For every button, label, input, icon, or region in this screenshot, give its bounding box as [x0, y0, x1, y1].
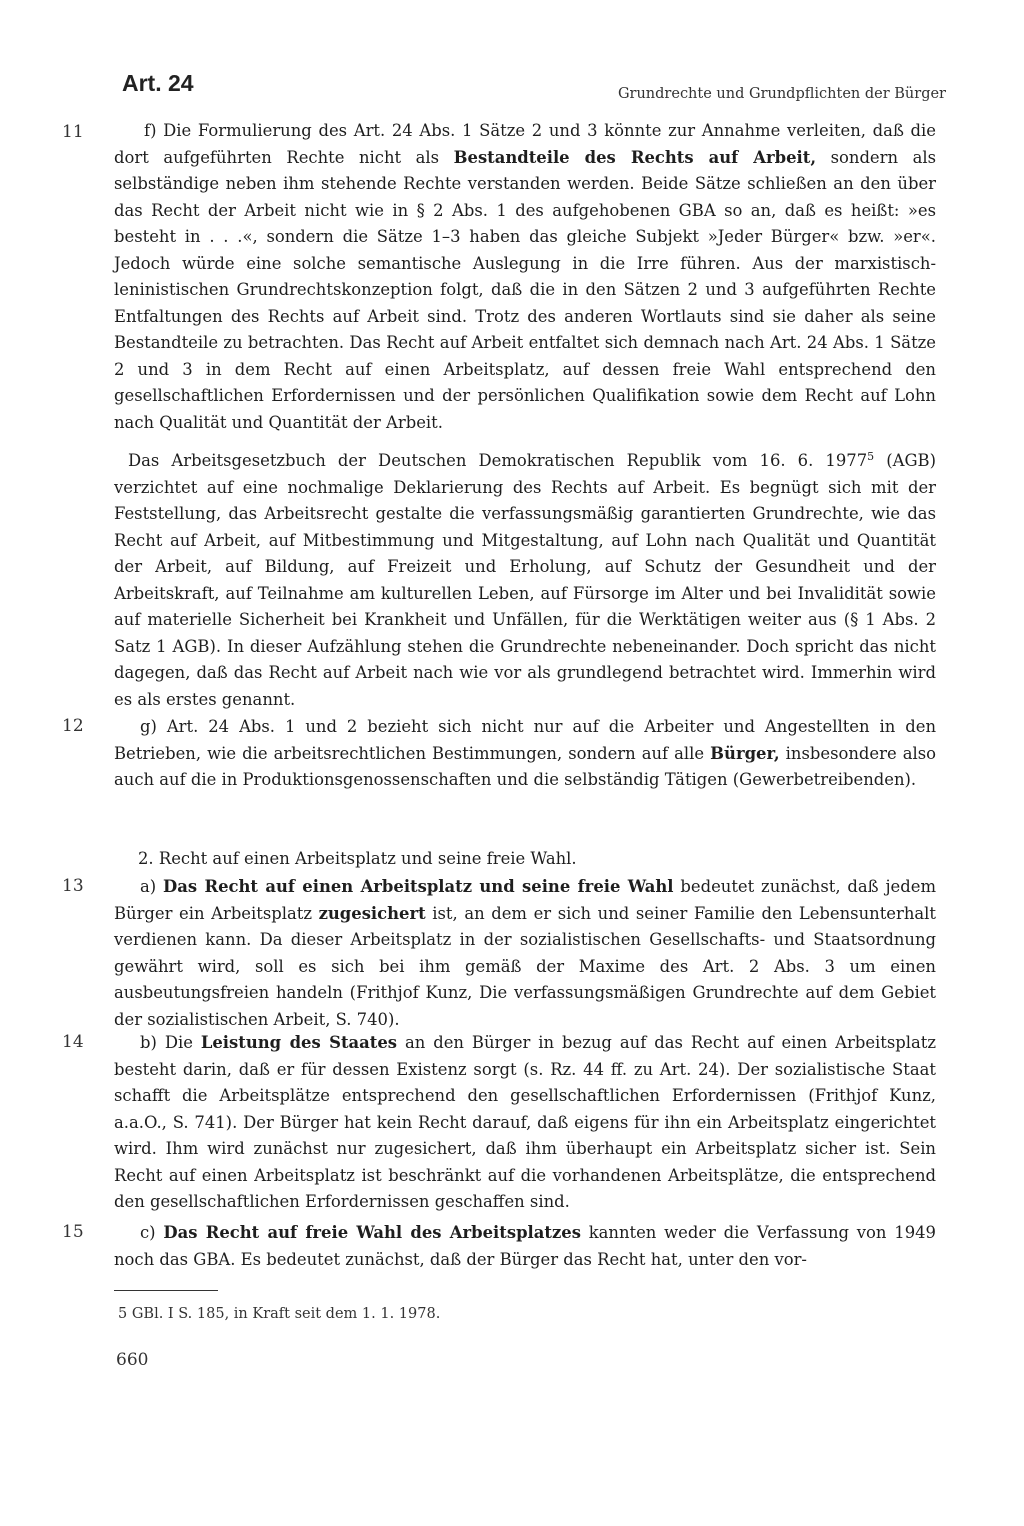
footnote: 5 GBl. I S. 185, in Kraft seit dem 1. 1. 1978.	[118, 1306, 441, 1322]
paragraph-rz11-f	[114, 118, 936, 436]
paragraph-rz13	[114, 874, 936, 1033]
paragraph-rz11-agb	[114, 448, 936, 713]
text-span: insbesondere also auch auf die in Produktionsgenossenschaften und die selbständig Tätigen (Gewerbetreibenden).	[114, 743, 936, 789]
emphasis: zugesichert	[318, 903, 426, 923]
emphasis: Bestandteile des Rechts auf Arbeit,	[453, 147, 817, 167]
paragraph-rz15	[114, 1220, 936, 1273]
article-title: Art. 24	[122, 70, 194, 96]
emphasis: Bürger,	[710, 743, 780, 763]
margin-number-12: 12	[62, 716, 84, 736]
emphasis: Das Recht auf freie Wahl des Arbeitsplatzes	[163, 1223, 581, 1242]
text-span: Das Arbeitsgesetzbuch der Deutschen Demokratischen Republik vom 16. 6. 1977	[128, 451, 868, 470]
text-span: (AGB) verzichtet auf eine nochmalige Deklarierung des Rechts auf Arbeit. Es begnügt sich mit der Feststellung, das Arbeitsrecht gestalte die verfassungsmäßig garantierten Grundrechte, wie das Recht auf Arbeit, auf Mitbestimmung und Mitgestaltung, auf Lohn nach Qualität und Quantität der Arbeit, auf Bildung, auf Freizeit und Erholung, auf Schutz der Gesundheit und der Arbeitskraft, auf Teilnahme am kulturellen Leben, auf Fürsorge im Alter und bei Invalidität sowie auf materielle Sicherheit bei Krankheit und Unfällen, für die Werktätigen weiter aus (§ 1 Abs. 2 Satz 1 AGB). In dieser Aufzählung stehen die Grundrechte nebeneinander. Doch spricht das nicht dagegen, daß das Recht auf Arbeit nach wie vor als grundlegend betrachtet wird. Immerhin wird es als erstes genannt.	[114, 451, 937, 709]
footnote-rule	[114, 1290, 218, 1291]
text-span: f) Die Formulierung des Art. 24 Abs. 1 Sätze 2 und 3 könnte zur Annahme verleiten, daß die dort aufgeführten Rechte nicht als	[114, 121, 936, 167]
paragraph-rz12	[114, 714, 936, 794]
margin-number-11: 11	[62, 122, 84, 142]
text-span: bedeutet zunächst, daß jedem Bürger ein Arbeitsplatz	[114, 877, 936, 923]
paragraph-rz14	[114, 1030, 936, 1216]
text-span: ist, an dem er sich und seiner Familie den Lebensunterhalt verdienen kann. Da dieser Arbeitsplatz in der sozialistischen Gesellschafts- und Staatsordnung gewährt wird, soll es sich bei ihm gemäß der Maxime des Art. 2 Abs. 3 um einen ausbeutungsfreien handeln (Frithjof Kunz, Die verfassungsmäßigen Grundrechte auf dem Gebiet der sozialistischen Arbeit, S. 740).	[114, 903, 936, 1029]
text-span: kannten weder die Verfassung von 1949 noch das GBA. Es bedeutet zunächst, daß der Bürger das Recht hat, unter den vor-	[114, 1223, 936, 1269]
text-span: c)	[140, 1223, 164, 1242]
margin-number-13: 13	[62, 876, 84, 896]
text-span: a)	[140, 877, 164, 896]
margin-number-15: 15	[62, 1222, 84, 1242]
text-span: sondern als selbständige neben ihm stehende Rechte verstanden werden. Beide Sätze schließen an den über das Recht der Arbeit nicht wie in § 2 Abs. 1 des aufgehobenen GBA so an, daß es heißt: »es besteht in . . .«, sondern die Sätze 1–3 haben das gleiche Subjekt »Jeder Bürger« bzw. »er«. Jedoch würde eine solche semantische Auslegung in die Irre führen. Aus der marxistisch-leninistischen Grundrechtskonzeption folgt, daß die in den Sätzen 2 und 3 aufgeführten Rechte Entfaltungen des Rechts auf Arbeit sind. Trotz des anderen Wortlauts sind sie daher als seine Bestandteile zu betrachten. Das Recht auf Arbeit entfaltet sich demnach nach Art. 24 Abs. 1 Sätze 2 und 3 in dem Recht auf einen Arbeitsplatz, auf dessen freie Wahl entsprechend den gesellschaftlichen Erfordernissen und der persönlichen Qualifikation sowie dem Recht auf Lohn nach Qualität und Quantität der Arbeit.	[114, 147, 937, 432]
text-span: b) Die	[140, 1033, 201, 1052]
footnote-reference: 5	[867, 450, 875, 463]
emphasis: Das Recht auf einen Arbeitsplatz und seine freie Wahl	[163, 877, 674, 896]
text-span: an den Bürger in bezug auf das Recht auf einen Arbeitsplatz besteht darin, daß er für dessen Existenz sorgt (s. Rz. 44 ff. zu Art. 24). Der sozialistische Staat schafft die Arbeitsplätze entsprechend den gesellschaftlichen Erfordernissen (Frithjof Kunz, a.a.O., S. 741). Der Bürger hat kein Recht darauf, daß eigens für ihn ein Arbeitsplatz eingerichtet wird. Ihm wird zunächst nur zugesichert, daß ihm überhaupt ein Arbeitsplatz sicher ist. Sein Recht auf einen Arbeitsplatz ist beschränkt auf die vorhandenen Arbeitsplätze, die entsprechend den gesellschaftlichen Erfordernissen geschaffen sind.	[114, 1033, 936, 1211]
margin-number-14: 14	[62, 1032, 84, 1052]
running-head: Grundrechte und Grundpflichten der Bürger	[617, 86, 946, 102]
emphasis: Leistung des Staates	[200, 1033, 397, 1052]
text-span: g) Art. 24 Abs. 1 und 2 bezieht sich nicht nur auf die Arbeiter und Angestellten in den Betrieben, wie die arbeitsrechtlichen Bestimmungen, sondern auf alle	[114, 717, 936, 763]
section-heading: 2. Recht auf einen Arbeitsplatz und seine freie Wahl.	[138, 849, 577, 868]
page-number: 660	[116, 1350, 149, 1370]
